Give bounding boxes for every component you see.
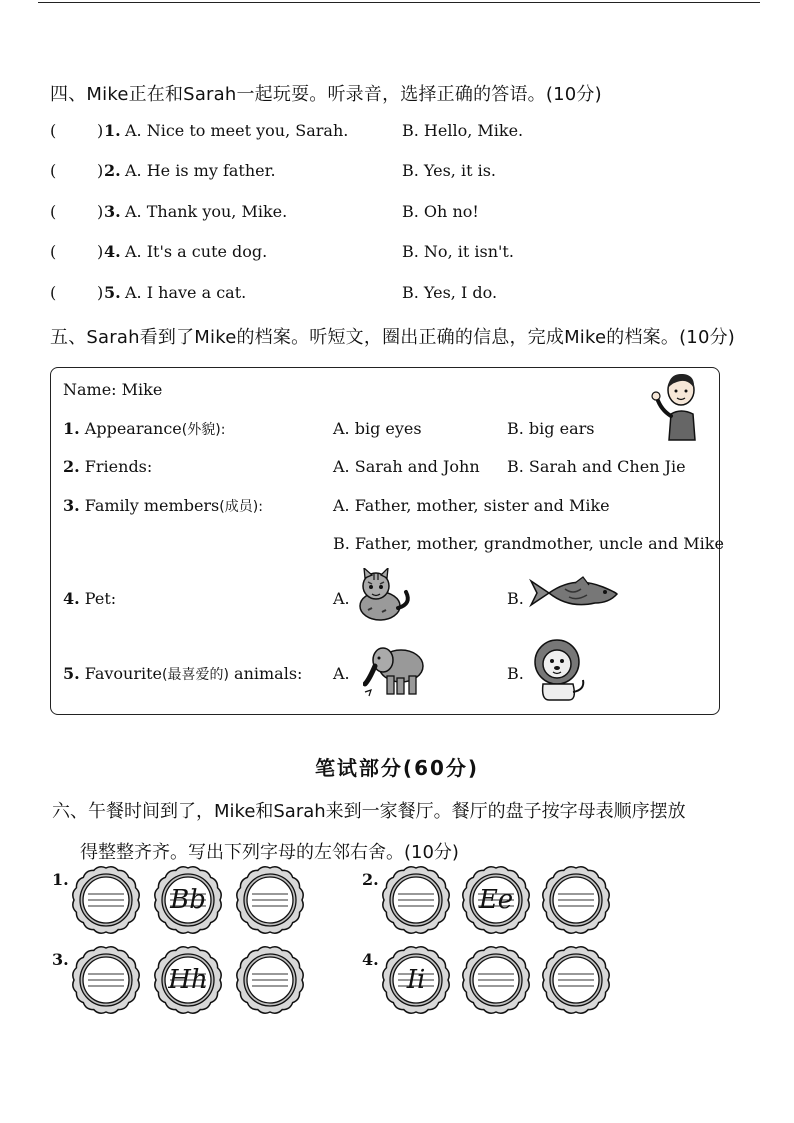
plate-letters: Ee bbox=[478, 885, 514, 915]
answer-paren-close: ) bbox=[97, 121, 104, 140]
question-number: 4. bbox=[104, 242, 121, 261]
option-b: B. Yes, I do. bbox=[402, 283, 498, 302]
profile-item-appearance bbox=[63, 419, 225, 439]
plate-icon bbox=[462, 946, 530, 1014]
option-a: A. It's a cute dog. bbox=[125, 242, 268, 261]
empty-plate-middle[interactable] bbox=[462, 946, 530, 1014]
empty-plate-right[interactable] bbox=[236, 946, 304, 1014]
letter-plate bbox=[382, 946, 450, 1014]
profile-item-favourite bbox=[63, 664, 302, 684]
option-b[interactable]: B. bbox=[507, 589, 524, 608]
answer-paren-open[interactable]: ( bbox=[50, 242, 57, 261]
section5-title: 五、Sarah看到了Mike的档案。听短文，圈出正确的信息，完成Mike的档案。(10分) bbox=[50, 327, 736, 348]
question-row bbox=[50, 121, 730, 147]
item-label: Appearance bbox=[84, 419, 182, 438]
plate-group-number: 4. bbox=[362, 950, 379, 969]
fish-icon[interactable] bbox=[529, 573, 623, 617]
section6-title-line2: 得整整齐齐。写出下列字母的左邻右舍。(10分) bbox=[80, 842, 459, 863]
item-label-cn: (成员): bbox=[219, 499, 263, 515]
option-a: A. Thank you, Mike. bbox=[125, 202, 288, 221]
section4-title: 四、Mike正在和Sarah一起玩耍。听录音，选择正确的答语。(10分) bbox=[50, 84, 602, 105]
question-number: 3. bbox=[104, 202, 121, 221]
option-b: B. No, it isn't. bbox=[402, 242, 514, 261]
option-a[interactable]: A. bbox=[333, 589, 350, 608]
empty-plate-left[interactable] bbox=[72, 946, 140, 1014]
lion-icon[interactable] bbox=[529, 638, 587, 708]
option-a: A. I have a cat. bbox=[125, 283, 247, 302]
item-number: 4. bbox=[63, 589, 80, 608]
option-a: A. Nice to meet you, Sarah. bbox=[125, 121, 349, 140]
answer-paren-open[interactable]: ( bbox=[50, 202, 57, 221]
plate-icon bbox=[236, 946, 304, 1014]
cat-icon[interactable] bbox=[354, 568, 414, 628]
option-b[interactable]: B. bbox=[507, 664, 524, 683]
letter-plate bbox=[462, 866, 530, 934]
question-row bbox=[50, 202, 730, 228]
option-b: B. Yes, it is. bbox=[402, 161, 496, 180]
option-b[interactable]: B. big ears bbox=[507, 419, 595, 438]
plate-letters: Hh bbox=[168, 965, 208, 995]
profile-item-friends bbox=[63, 457, 152, 476]
plate-group-number: 2. bbox=[362, 870, 379, 889]
empty-plate-right[interactable] bbox=[542, 946, 610, 1014]
item-label: Family members bbox=[84, 496, 220, 515]
option-b[interactable]: B. Father, mother, grandmother, uncle and Mike bbox=[333, 534, 724, 553]
profile-name: Name: Mike bbox=[63, 380, 163, 399]
written-part-title: 笔试部分(60分) bbox=[314, 756, 480, 780]
question-row bbox=[50, 161, 730, 187]
plate-group-number: 3. bbox=[52, 950, 69, 969]
plate-group-number: 1. bbox=[52, 870, 69, 889]
answer-paren-close: ) bbox=[97, 283, 104, 302]
answer-paren-open[interactable]: ( bbox=[50, 121, 57, 140]
answer-paren-close: ) bbox=[97, 242, 104, 261]
elephant-icon[interactable] bbox=[363, 640, 427, 704]
question-number: 1. bbox=[104, 121, 121, 140]
answer-paren-open[interactable]: ( bbox=[50, 283, 57, 302]
profile-item-pet bbox=[63, 589, 116, 608]
item-number: 3. bbox=[63, 496, 80, 515]
question-row bbox=[50, 242, 730, 268]
answer-paren-close: ) bbox=[97, 202, 104, 221]
plate-icon bbox=[236, 866, 304, 934]
profile-item-family bbox=[63, 496, 263, 516]
question-number: 2. bbox=[104, 161, 121, 180]
option-a[interactable]: A. Father, mother, sister and Mike bbox=[333, 496, 610, 515]
section6-title-line1: 六、午餐时间到了，Mike和Sarah来到一家餐厅。餐厅的盘子按字母表顺序摆放 bbox=[52, 801, 686, 822]
empty-plate-right[interactable] bbox=[542, 866, 610, 934]
plate-icon bbox=[72, 946, 140, 1014]
boy-waving-icon bbox=[647, 370, 711, 446]
plate-letters: Ii bbox=[406, 965, 426, 995]
item-label: Friends: bbox=[84, 457, 153, 476]
question-number: 5. bbox=[104, 283, 121, 302]
option-a: A. He is my father. bbox=[125, 161, 276, 180]
item-label-2: animals: bbox=[234, 664, 303, 683]
plate-icon bbox=[542, 946, 610, 1014]
empty-plate-left[interactable] bbox=[72, 866, 140, 934]
top-rule bbox=[38, 2, 760, 3]
letter-plate bbox=[154, 866, 222, 934]
empty-plate-right[interactable] bbox=[236, 866, 304, 934]
item-label-cn: (外貌): bbox=[181, 422, 226, 438]
letter-plate bbox=[154, 946, 222, 1014]
question-row bbox=[50, 283, 730, 309]
option-b[interactable]: B. Sarah and Chen Jie bbox=[507, 457, 686, 476]
item-label-cn: (最喜爱的) bbox=[162, 667, 229, 683]
mike-profile-card bbox=[50, 367, 724, 715]
item-number: 1. bbox=[63, 419, 80, 438]
option-b: B. Oh no! bbox=[402, 202, 479, 221]
answer-paren-open[interactable]: ( bbox=[50, 161, 57, 180]
plate-icon bbox=[542, 866, 610, 934]
item-label: Favourite bbox=[84, 664, 162, 683]
plate-icon bbox=[382, 866, 450, 934]
option-b: B. Hello, Mike. bbox=[402, 121, 524, 140]
item-label: Pet: bbox=[84, 589, 117, 608]
answer-paren-close: ) bbox=[97, 161, 104, 180]
empty-plate-left[interactable] bbox=[382, 866, 450, 934]
item-number: 2. bbox=[63, 457, 80, 476]
option-a[interactable]: A. big eyes bbox=[333, 419, 422, 438]
plate-icon bbox=[72, 866, 140, 934]
plate-letters: Bb bbox=[170, 885, 206, 915]
item-number: 5. bbox=[63, 664, 80, 683]
option-a[interactable]: A. Sarah and John bbox=[333, 457, 480, 476]
option-a[interactable]: A. bbox=[333, 664, 350, 683]
